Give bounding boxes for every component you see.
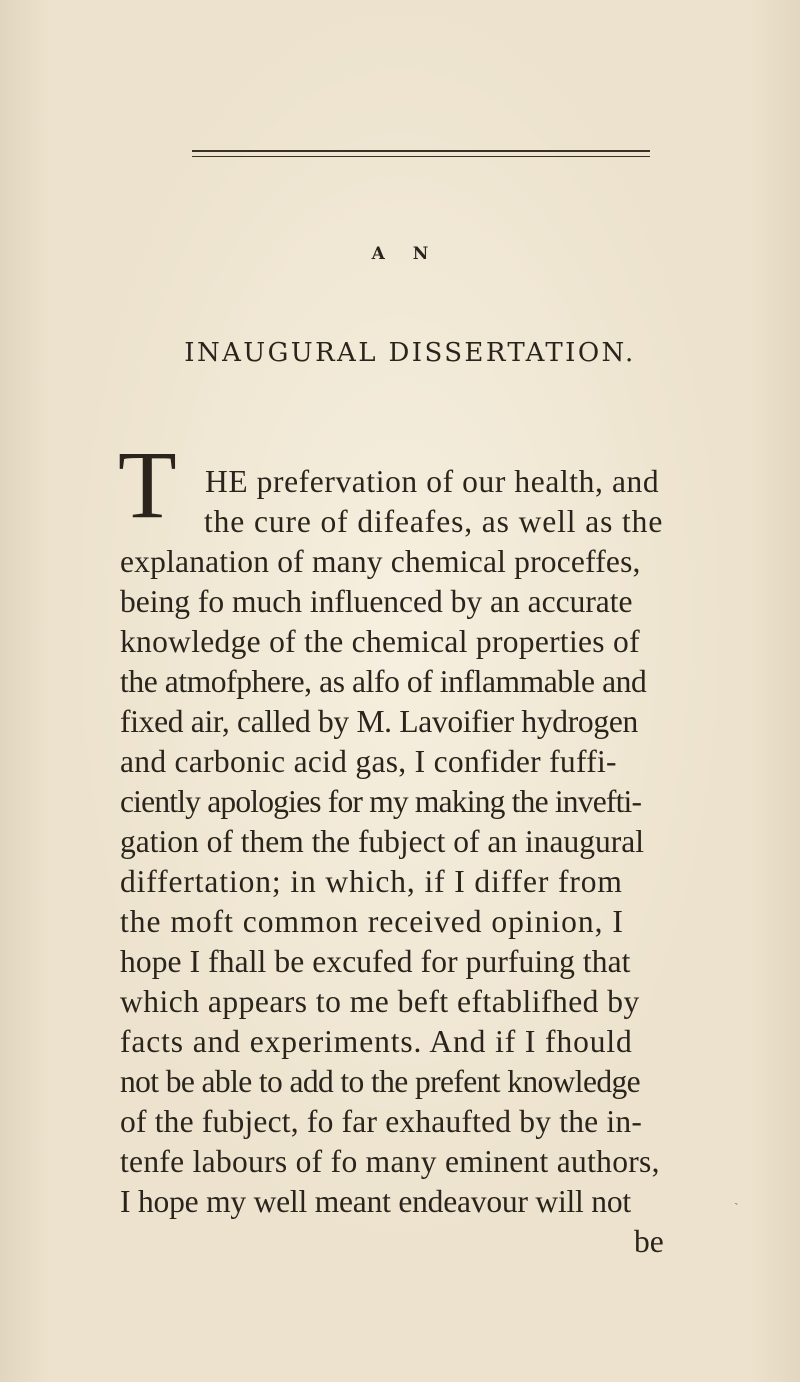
text-line: differtation; in which, if I differ from (120, 864, 623, 899)
text-line: the cure of difeafes, as well as the (204, 504, 664, 539)
text-line: hope I fhall be excufed for purfuing that (120, 944, 631, 979)
text-line: not be able to add to the prefent knowledge (120, 1064, 641, 1099)
header-rule-thick (192, 150, 650, 152)
text-line: facts and experiments. And if I fhould (120, 1024, 633, 1059)
catchword: be (634, 1224, 664, 1259)
text-line: which appears to me beft eftablifhed by (120, 984, 640, 1019)
margin-mark: ˎ (734, 1190, 739, 1206)
text-line: and carbonic acid gas, I confider fuffi- (120, 744, 617, 779)
text-line: HE prefervation of our health, and (205, 464, 660, 499)
drop-cap: T (118, 431, 177, 538)
text-line: gation of them the fubject of an inaugural (120, 824, 644, 859)
text-line: of the fubject, fo far exhaufted by the in- (120, 1104, 643, 1139)
text-line: ciently apologies for my making the invefti- (120, 784, 642, 819)
text-line: being fo much influenced by an accurate (120, 584, 633, 619)
text-line: I hope my well meant endeavour will not (120, 1184, 631, 1219)
text-line: explanation of many chemical proceffes, (120, 544, 641, 579)
header-rule-thin (192, 156, 650, 157)
heading-an: A N (371, 244, 440, 264)
text-line: fixed air, called by M. Lavoifier hydrogen (120, 704, 638, 739)
heading-title: INAUGURAL DISSERTATION. (184, 338, 636, 368)
text-line: tenfe labours of fo many eminent authors, (120, 1144, 660, 1179)
text-line: the atmofphere, as alfo of inflammable and (120, 664, 647, 699)
text-line: knowledge of the chemical properties of (120, 624, 640, 659)
text-line: the moft common received opinion, I (120, 904, 624, 939)
